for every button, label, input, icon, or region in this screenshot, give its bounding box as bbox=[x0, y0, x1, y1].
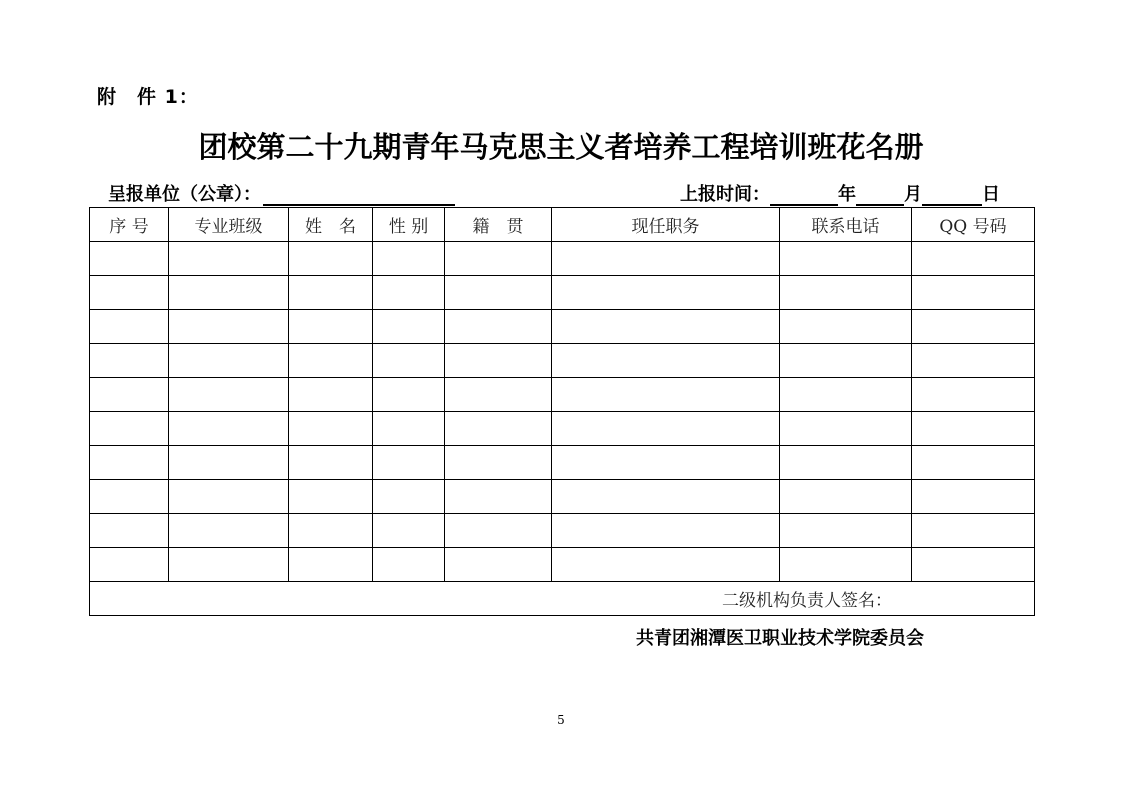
table-cell[interactable] bbox=[552, 446, 780, 480]
table-cell[interactable] bbox=[289, 344, 373, 378]
table-cell[interactable] bbox=[552, 412, 780, 446]
table-cell[interactable] bbox=[912, 480, 1035, 514]
table-cell[interactable] bbox=[552, 344, 780, 378]
table-cell[interactable] bbox=[90, 310, 169, 344]
table-cell[interactable] bbox=[780, 344, 912, 378]
table-row bbox=[90, 548, 1035, 582]
table-cell[interactable] bbox=[780, 514, 912, 548]
table-cell[interactable] bbox=[445, 276, 552, 310]
table-cell[interactable] bbox=[912, 412, 1035, 446]
table-cell[interactable] bbox=[445, 412, 552, 446]
table-row bbox=[90, 242, 1035, 276]
table-body bbox=[90, 242, 1035, 616]
table-cell[interactable] bbox=[912, 344, 1035, 378]
table-cell[interactable] bbox=[90, 446, 169, 480]
submit-unit-line bbox=[108, 180, 455, 206]
table-row bbox=[90, 344, 1035, 378]
signature-row bbox=[90, 582, 1035, 616]
table-cell[interactable] bbox=[552, 310, 780, 344]
table-cell[interactable] bbox=[169, 378, 289, 412]
table-cell[interactable] bbox=[169, 480, 289, 514]
table-cell[interactable] bbox=[912, 378, 1035, 412]
table-cell[interactable] bbox=[780, 412, 912, 446]
table-row bbox=[90, 276, 1035, 310]
table-cell[interactable] bbox=[780, 378, 912, 412]
table-cell[interactable] bbox=[912, 310, 1035, 344]
table-cell[interactable] bbox=[912, 548, 1035, 582]
table-cell[interactable] bbox=[289, 446, 373, 480]
submit-unit-label: 呈报单位（公章）： bbox=[108, 184, 261, 205]
table-cell[interactable] bbox=[552, 242, 780, 276]
table-cell[interactable] bbox=[912, 242, 1035, 276]
table-cell[interactable] bbox=[90, 276, 169, 310]
table-cell[interactable] bbox=[169, 548, 289, 582]
table-cell[interactable] bbox=[445, 446, 552, 480]
month-label: 月 bbox=[904, 184, 922, 205]
table-cell[interactable] bbox=[169, 276, 289, 310]
table-cell[interactable] bbox=[169, 446, 289, 480]
table-cell[interactable] bbox=[445, 344, 552, 378]
header-phone: 联系电话 bbox=[780, 208, 912, 242]
table-cell[interactable] bbox=[552, 480, 780, 514]
table-cell[interactable] bbox=[912, 276, 1035, 310]
table-cell[interactable] bbox=[373, 242, 445, 276]
day-label: 日 bbox=[982, 184, 1000, 205]
header-position: 现任职务 bbox=[552, 208, 780, 242]
table-cell[interactable] bbox=[780, 480, 912, 514]
roster-table bbox=[89, 207, 1035, 616]
header-name: 姓 名 bbox=[289, 208, 373, 242]
report-time-line bbox=[680, 180, 1000, 206]
page-number: 5 bbox=[557, 713, 565, 727]
table-row bbox=[90, 514, 1035, 548]
table-cell[interactable] bbox=[373, 412, 445, 446]
table-cell[interactable] bbox=[90, 412, 169, 446]
table-row bbox=[90, 480, 1035, 514]
table-cell[interactable] bbox=[90, 242, 169, 276]
table-cell[interactable] bbox=[780, 310, 912, 344]
header-gender: 性 别 bbox=[373, 208, 445, 242]
header-native-place: 籍 贯 bbox=[445, 208, 552, 242]
table-cell[interactable] bbox=[289, 412, 373, 446]
table-row bbox=[90, 412, 1035, 446]
table-cell[interactable] bbox=[445, 310, 552, 344]
table-cell[interactable] bbox=[373, 548, 445, 582]
table-cell[interactable] bbox=[552, 514, 780, 548]
table-cell[interactable] bbox=[289, 276, 373, 310]
table-cell[interactable] bbox=[445, 514, 552, 548]
table-cell[interactable] bbox=[289, 514, 373, 548]
table-cell[interactable] bbox=[90, 378, 169, 412]
table-cell[interactable] bbox=[90, 344, 169, 378]
table-cell[interactable] bbox=[90, 480, 169, 514]
table-cell[interactable] bbox=[289, 548, 373, 582]
table-cell[interactable] bbox=[289, 242, 373, 276]
table-cell[interactable] bbox=[552, 276, 780, 310]
table-cell[interactable] bbox=[912, 446, 1035, 480]
header-class: 专业班级 bbox=[169, 208, 289, 242]
table-cell[interactable] bbox=[445, 242, 552, 276]
month-blank bbox=[856, 184, 904, 206]
table-cell[interactable] bbox=[289, 480, 373, 514]
table-cell[interactable] bbox=[169, 310, 289, 344]
page-title: 团校第二十九期青年马克思主义者培养工程培训班花名册 bbox=[198, 130, 924, 164]
table-cell[interactable] bbox=[780, 548, 912, 582]
table-cell[interactable] bbox=[780, 446, 912, 480]
table-cell[interactable] bbox=[445, 378, 552, 412]
header-qq: QQ 号码 bbox=[912, 208, 1035, 242]
table-cell[interactable] bbox=[373, 378, 445, 412]
attachment-label: 附 件 1： bbox=[97, 86, 199, 108]
table-cell[interactable] bbox=[169, 514, 289, 548]
signature-label: 二级机构负责人签名： bbox=[90, 582, 1035, 616]
table-cell[interactable] bbox=[169, 344, 289, 378]
table-cell[interactable] bbox=[912, 514, 1035, 548]
footer-organization: 共青团湘潭医卫职业技术学院委员会 bbox=[636, 628, 924, 649]
table-cell[interactable] bbox=[169, 242, 289, 276]
submit-unit-blank bbox=[263, 184, 455, 206]
table-cell[interactable] bbox=[169, 412, 289, 446]
table-cell[interactable] bbox=[90, 514, 169, 548]
table-cell[interactable] bbox=[90, 548, 169, 582]
table-cell[interactable] bbox=[445, 548, 552, 582]
table-cell[interactable] bbox=[552, 378, 780, 412]
day-blank bbox=[922, 184, 982, 206]
table-cell[interactable] bbox=[373, 446, 445, 480]
report-time-label: 上报时间： bbox=[680, 184, 770, 205]
table-cell[interactable] bbox=[552, 548, 780, 582]
table-cell[interactable] bbox=[289, 378, 373, 412]
table-row bbox=[90, 310, 1035, 344]
table-cell[interactable] bbox=[373, 344, 445, 378]
table-header-row bbox=[90, 208, 1035, 242]
year-blank bbox=[770, 184, 838, 206]
table-cell[interactable] bbox=[289, 310, 373, 344]
table-row bbox=[90, 446, 1035, 480]
year-label: 年 bbox=[838, 184, 856, 205]
header-seq: 序 号 bbox=[90, 208, 169, 242]
table-cell[interactable] bbox=[373, 514, 445, 548]
table-cell[interactable] bbox=[373, 480, 445, 514]
table-cell[interactable] bbox=[373, 276, 445, 310]
table-cell[interactable] bbox=[373, 310, 445, 344]
table-cell[interactable] bbox=[445, 480, 552, 514]
table-row bbox=[90, 378, 1035, 412]
table-cell[interactable] bbox=[780, 242, 912, 276]
table-cell[interactable] bbox=[780, 276, 912, 310]
